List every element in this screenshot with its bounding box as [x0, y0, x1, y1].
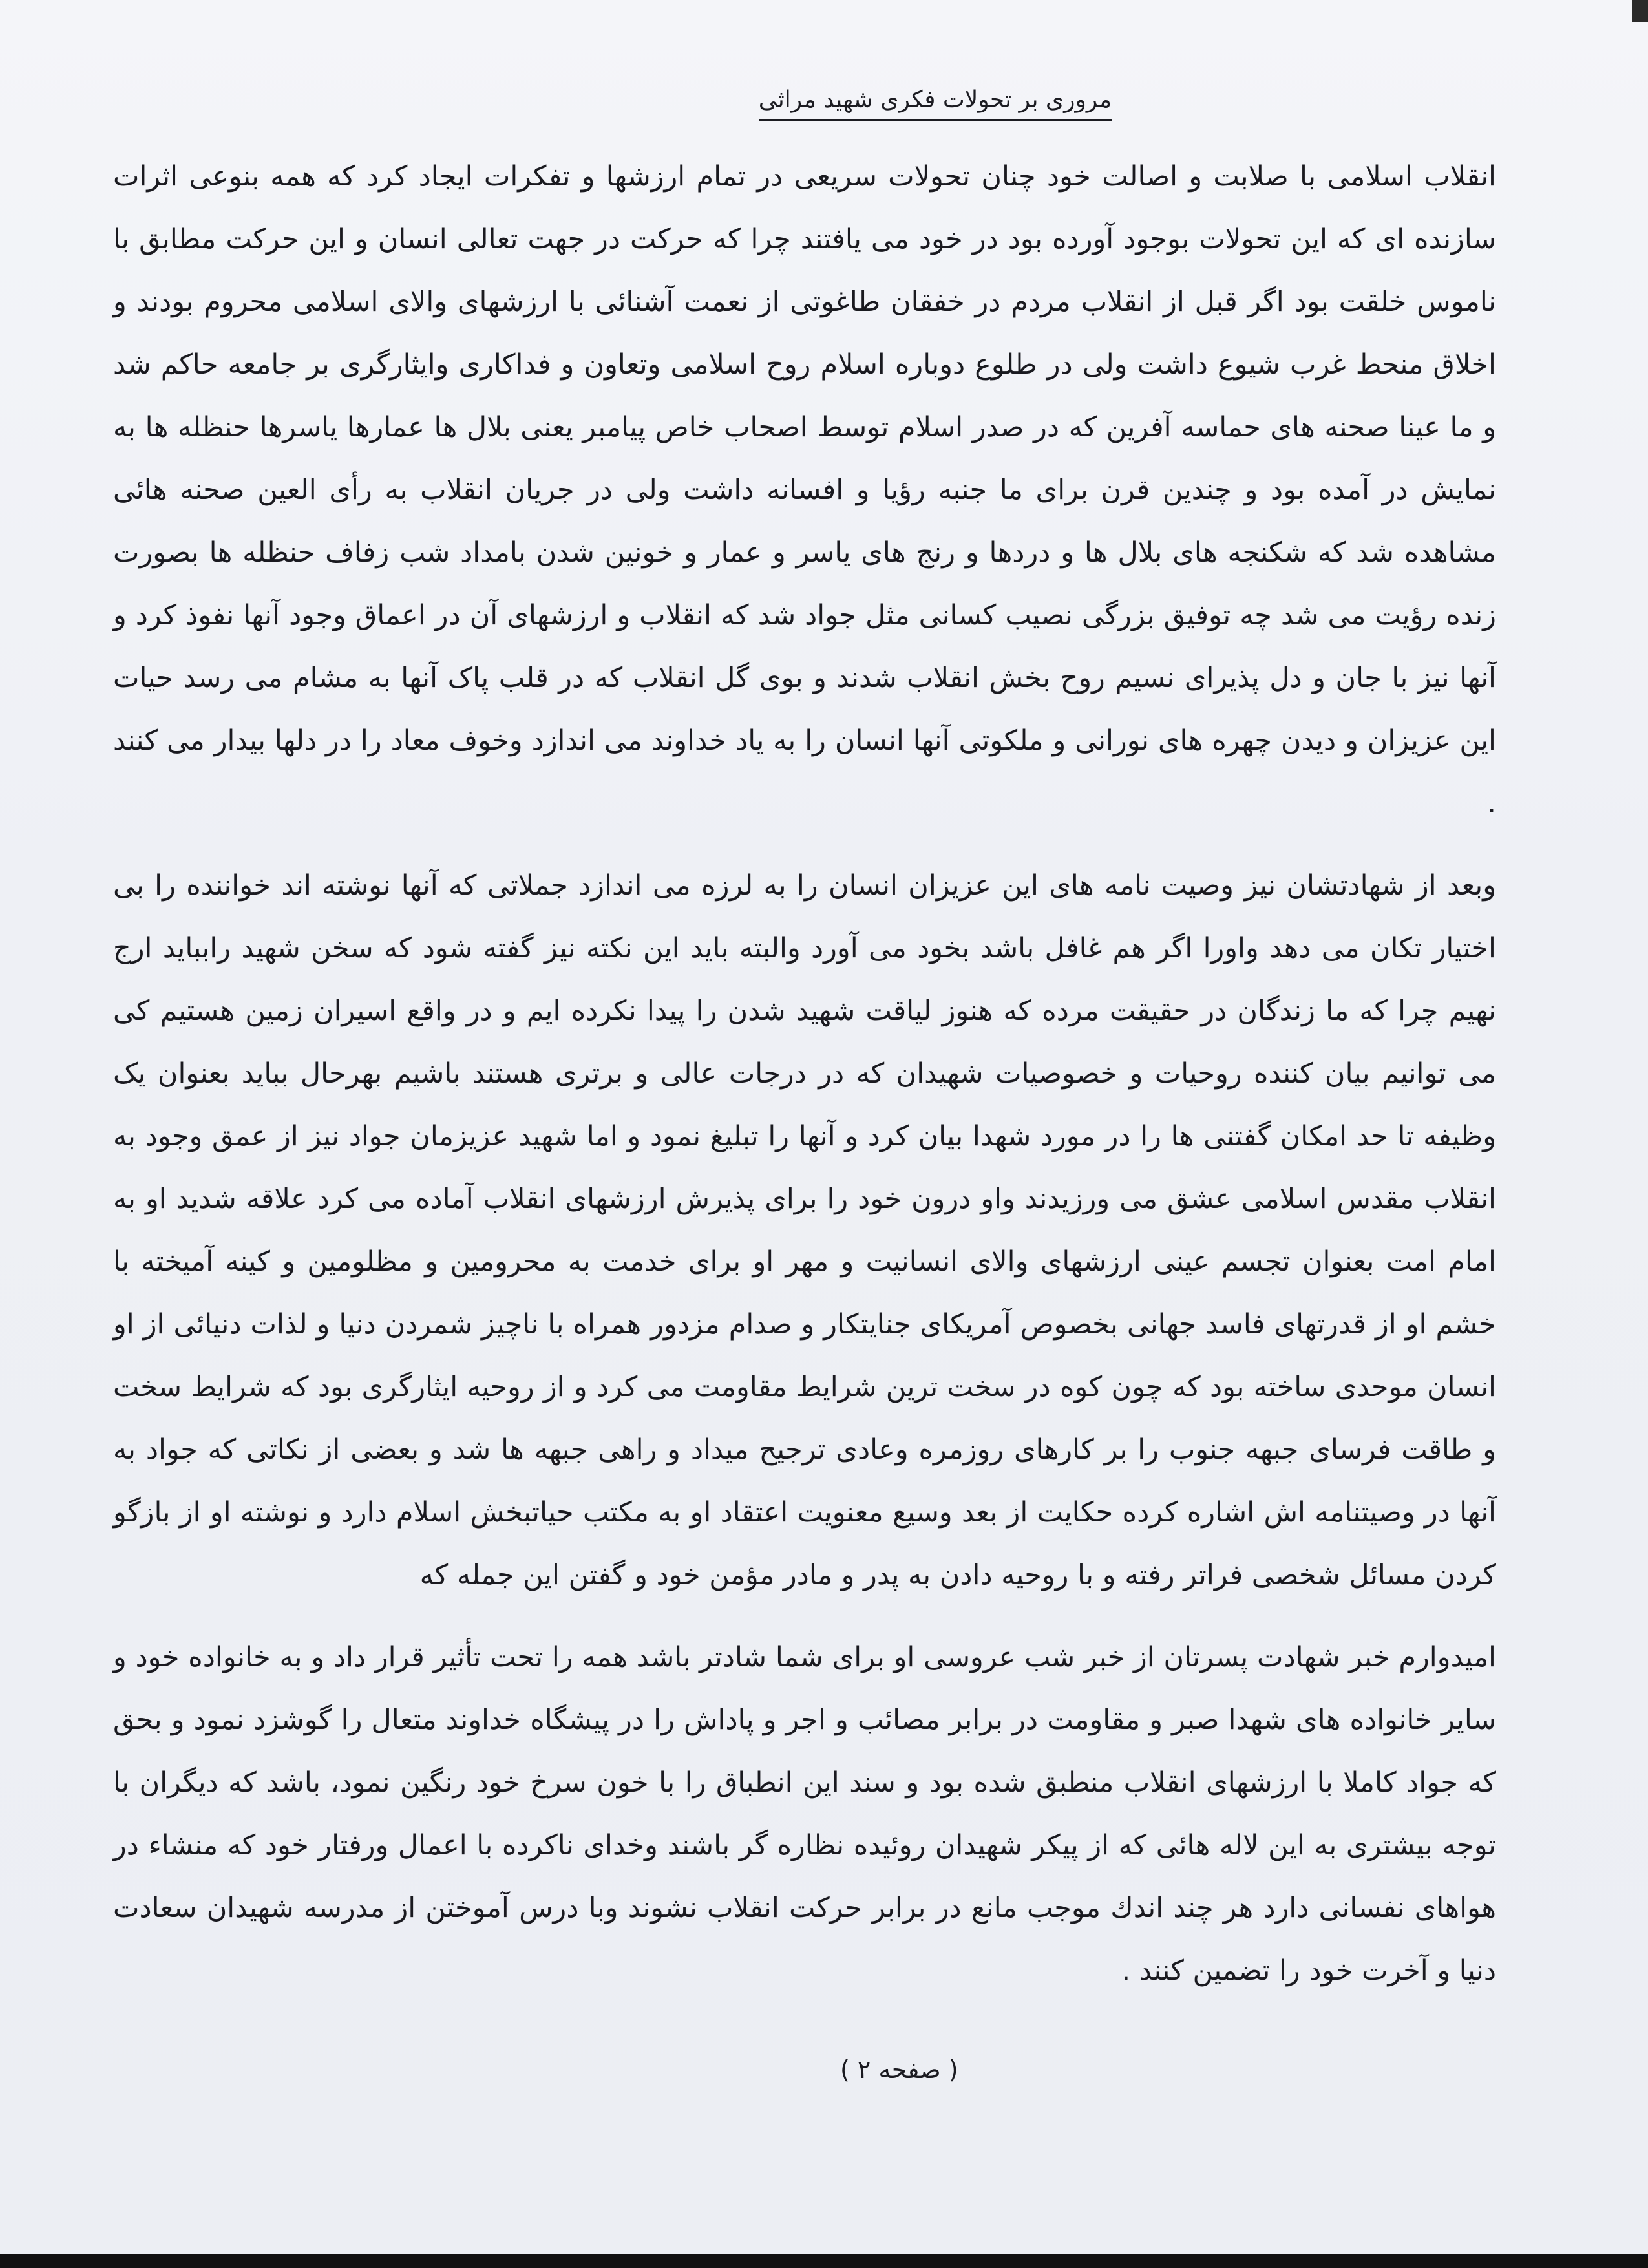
scan-bottom-edge [0, 2254, 1648, 2268]
document-title: مروری بر تحولات فکری شهید مراثی [759, 84, 1112, 121]
document-body [113, 145, 1496, 2002]
paragraph-1: انقلاب اسلامی با صلابت و اصالت خود چنان تحولات سریعی در تمام ارزشها و تفکرات ایجاد کرد که همه بنوعی اثرات سازنده ای که این تحولات بوجود آورده بود در خود می یافتند چرا که حرکت در جهت تعالی انسان و این حرکت مطابق با ناموس خلقت بود اگر قبل از انقلاب مردم در خفقان طاغوتی از نعمت آشنائی با ارزشهای والای اسلامی محروم بودند و اخلاق منحط غرب شیوع داشت ولی در طلوع دوباره اسلام روح اسلامی وتعاون و فداکاری وایثارگری بر جامعه حاکم شد و ما عینا صحنه های حماسه آفرین که در صدر اسلام توسط اصحاب خاص پیامبر یعنی بلال ها عمارها یاسرها حنظله ها به نمایش در آمده بود و چندین قرن برای ما جنبه رؤیا و افسانه داشت ولی در جریان انقلاب به رأی العین صحنه هائی مشاهده شد که شکنجه های بلال ها و دردها و رنج های یاسر و عمار و خونین شدن بامداد شب زفاف حنظله ها بصورت زنده رؤیت می شد چه توفیق بزرگی نصیب کسانی مثل جواد شد که انقلاب و ارزشهای آن در اعماق وجود آنها نفوذ کرد و آنها نیز با جان و دل پذیرای نسیم روح بخش انقلاب شدند و بوی گل انقلاب که در قلب پاک آنها به مشام می رسد حیات این عزیزان و دیدن چهره های نورانی و ملکوتی آنها انسان را به یاد خداوند می اندازد وخوف معاد را در دلها بیدار می کنند . [113, 160, 1496, 820]
page-number: ( صفحه ۲ ) [840, 2055, 958, 2084]
paragraph-2: وبعد از شهادتشان نیز وصیت نامه های این عزیزان انسان را به لرزه می اندازد جملاتی که آنها نوشته اند خواننده را بی اختیار تکان می دهد واورا اگر هم غافل باشد بخود می آورد والبته باید این نکته نیز گفته شود که سخن شهید رابباید ارج نهیم چرا که ما زندگان در حقیقت مرده که هنوز لیاقت شهید شدن را پیدا نکرده ایم و در واقع اسیران زمین هستیم کی می توانیم بیان کننده روحیات و خصوصیات شهیدان که در درجات عالی و برتری هستند باشیم بهرحال بباید بعنوان یک وظیفه تا حد امکان گفتنی ها را در مورد شهدا بیان کرد و آنها را تبلیغ نمود و اما شهید عزیزمان جواد نیز از عمق وجود به انقلاب مقدس اسلامی عشق می ورزیدند واو درون خود را برای پذیرش ارزشهای انقلاب آماده می کرد علاقه شدید او به امام امت بعنوان تجسم عینی ارزشهای والای انسانیت و مهر او برای خدمت به محرومین و مظلومین و کینه آمیخته با خشم او از قدرتهای فاسد جهانی بخصوص آمریکای جنایتکار و صدام مزدور همراه با ناچیز شمردن دنیا و لذات دنیائی از او انسان موحدی ساخته بود که چون کوه در سخت ترین شرایط مقاومت می کرد و از روحیه ایثارگری بود که شرایط سخت و طاقت فرسای جبهه جنوب را بر کارهای روزمره وعادی ترجیح میداد و راهی جبهه ها شد و بعضی از نکاتی که جواد به آنها در وصیتنامه اش اشاره کرده حکایت از بعد وسیع معنویت اعتقاد او به مکتب حیاتبخش اسلام دارد و نوشته او از بازگو کردن مسائل شخصی فراتر رفته و با روحیه دادن به پدر و مادر مؤمن خود و گفتن این جمله که [113, 869, 1496, 1591]
paragraph-3: امیدوارم خبر شهادت پسرتان از خبر شب عروسی او برای شما شادتر باشد همه را تحت تأثیر قرار داد و به خانواده خود و سایر خانواده های شهدا صبر و مقاومت در برابر مصائب و اجر و پاداش را در پیشگاه خداوند متعال را گوشزد نمود و بحق که جواد کاملا با ارزشهای انقلاب منطبق شده بود و سند این انطباق را با خون سرخ خود رنگین نمود، باشد که دیگران با توجه بیشتری به این لاله هائی که از پیکر شهیدان روئیده نظاره گر باشند وخدای ناکرده با اعمال ورفتار خود که منشاء در هواهای نفسانی دارد هر چند اندك موجب مانع در برابر حرکت انقلاب نشوند وبا درس آموختن از مدرسه شهیدان سعادت دنیا و آخرت خود را تضمین کنند . [113, 1641, 1496, 1987]
scan-edge-mark [1632, 0, 1648, 22]
